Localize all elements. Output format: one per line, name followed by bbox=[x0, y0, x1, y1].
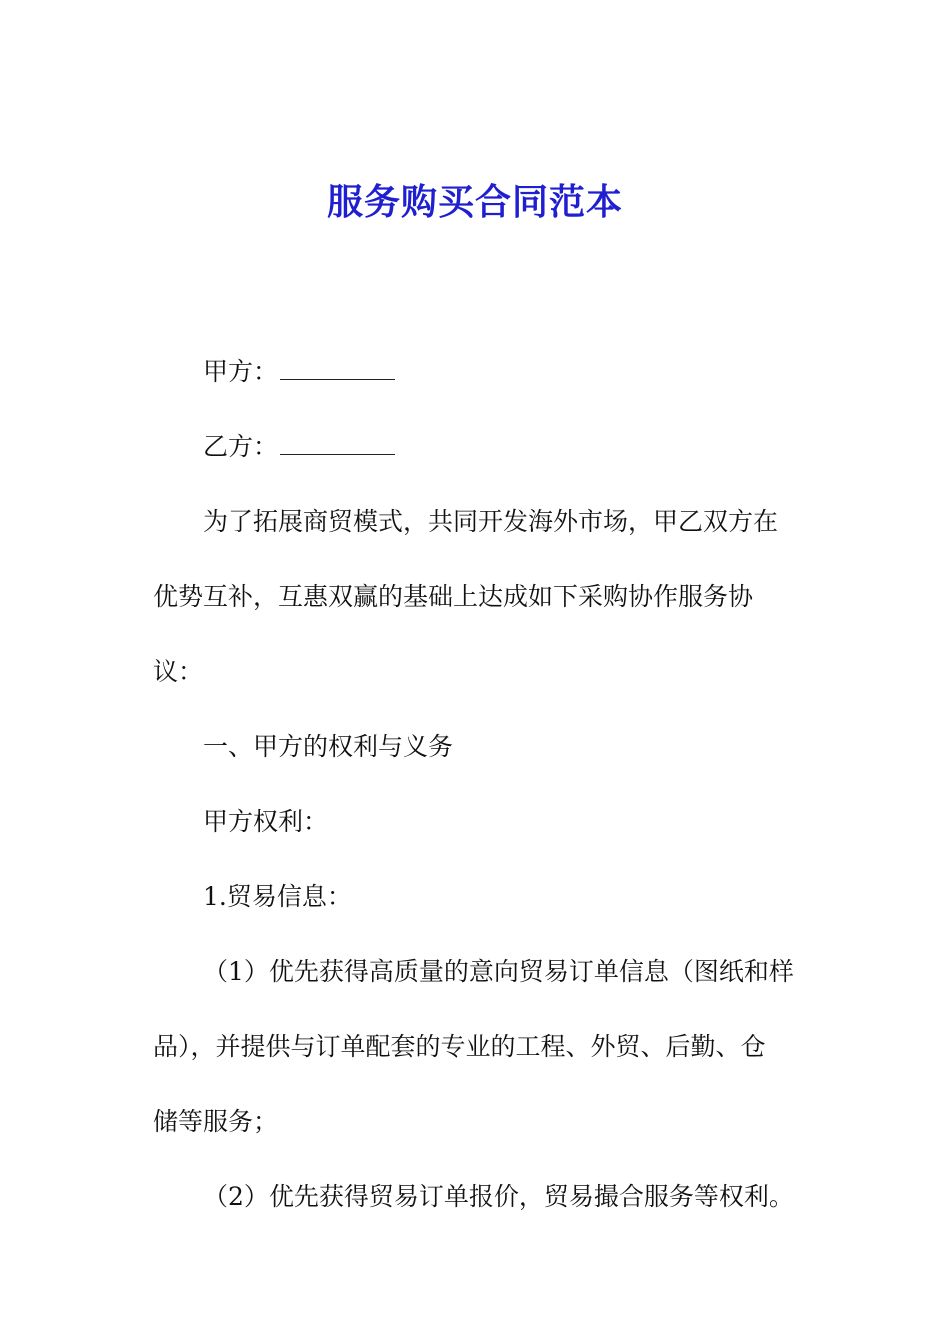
rights-heading: 甲方权利： bbox=[203, 807, 329, 836]
party-a-line bbox=[153, 334, 813, 409]
document-body bbox=[153, 334, 813, 1234]
intro-line-3: 议： bbox=[153, 657, 204, 686]
intro-line-2: 优势互补，互惠双赢的基础上达成如下采购协作服务协 bbox=[153, 582, 754, 611]
item-1-2-line: （2）优先获得贸易订单报价，贸易撮合服务等权利。 bbox=[203, 1182, 794, 1211]
party-a-label: 甲方： bbox=[203, 357, 279, 386]
item-1-1-line-1: （1）优先获得高质量的意向贸易订单信息（图纸和样 bbox=[203, 957, 794, 986]
party-b-label: 乙方： bbox=[203, 432, 279, 461]
item-heading: 1.贸易信息： bbox=[203, 882, 352, 911]
section-heading: 一、甲方的权利与义务 bbox=[203, 732, 454, 761]
document-title: 服务购买合同范本 bbox=[326, 181, 623, 223]
item-1-1-line-3: 储等服务； bbox=[153, 1107, 279, 1136]
item-1-1-line-2: 品），并提供与订单配套的专业的工程、外贸、后勤、仓 bbox=[153, 1032, 766, 1061]
intro-line-1: 为了拓展商贸模式，共同开发海外市场，甲乙双方在 bbox=[203, 507, 779, 536]
party-b-blank bbox=[280, 434, 395, 455]
party-a-blank bbox=[280, 359, 395, 380]
party-b-line bbox=[153, 409, 813, 484]
